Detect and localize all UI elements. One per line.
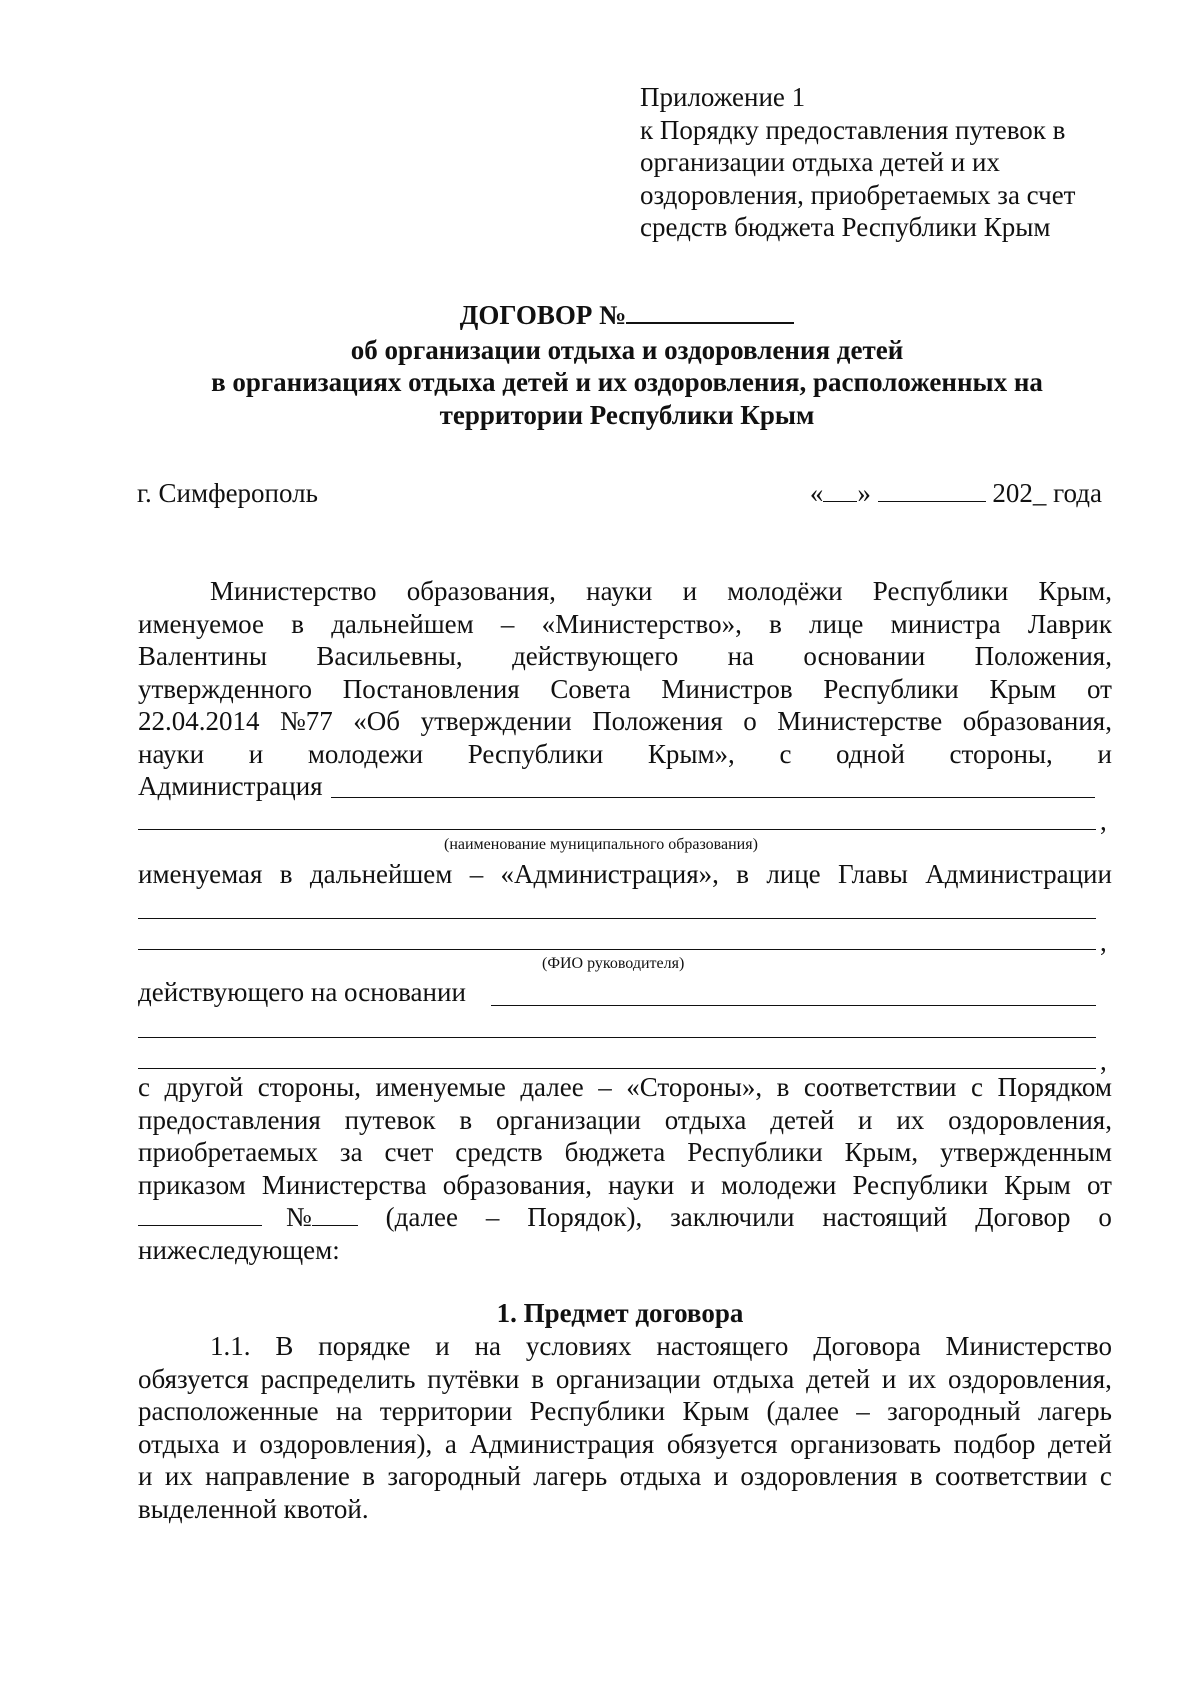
order-word: (далее — [385, 1202, 459, 1232]
word: Положения — [592, 706, 723, 736]
word: настоящего — [656, 1331, 789, 1361]
word: «Об — [353, 706, 401, 736]
contract-label: ДОГОВОР № — [459, 300, 627, 330]
title-subline: в организациях отдыха детей и их оздоровления, расположенных на — [211, 367, 1043, 397]
word: и — [138, 1461, 153, 1491]
order-date-blank[interactable] — [138, 1201, 262, 1226]
word: Совета — [550, 673, 631, 704]
word: организовать — [790, 1428, 941, 1459]
text-line — [138, 1234, 1112, 1267]
word: загородный — [387, 1461, 521, 1491]
word: молодёжи — [727, 576, 843, 606]
word: за — [339, 1137, 363, 1167]
word: В — [275, 1331, 294, 1361]
word: лагерь — [1037, 1396, 1112, 1426]
word: порядке — [318, 1331, 411, 1361]
word: с — [970, 1072, 983, 1102]
word: стороны, — [949, 738, 1053, 769]
word: и — [713, 1461, 729, 1491]
word: в — [291, 608, 304, 639]
text-line — [138, 1428, 1112, 1461]
word: организации — [495, 1104, 641, 1135]
text-line-content: выделенной квотой. — [138, 1493, 369, 1524]
word: министра — [890, 608, 1001, 639]
word: образования, — [406, 576, 556, 606]
basis-blank-3[interactable] — [138, 1068, 1096, 1069]
word: предоставления — [138, 1104, 321, 1135]
word: 22.04.2014 — [138, 706, 260, 736]
word: другой — [164, 1072, 244, 1102]
word: на — [474, 1331, 502, 1361]
word: детей — [1048, 1428, 1112, 1459]
word: детей — [770, 1104, 835, 1135]
word: и — [682, 576, 698, 606]
city: г. Симферополь — [137, 478, 318, 508]
head-name-blank-2[interactable] — [138, 949, 1096, 950]
word: Положения, — [974, 641, 1112, 671]
text-line — [138, 1169, 1112, 1202]
word: от — [1086, 1169, 1112, 1200]
word: с — [779, 738, 792, 769]
word: оздоровления, — [948, 1363, 1112, 1394]
word: оздоровления), — [259, 1428, 433, 1459]
word: обязуется — [138, 1363, 249, 1394]
word: науки — [138, 738, 205, 769]
word: с — [138, 1072, 150, 1102]
quote-close: » — [857, 478, 871, 508]
order-word: Порядок), — [527, 1202, 643, 1232]
word: и — [435, 1331, 450, 1361]
word: их — [164, 1461, 193, 1491]
word: образования, — [442, 1169, 592, 1200]
word: Министерства — [261, 1169, 427, 1200]
word: на — [336, 1396, 363, 1426]
word: путёвки — [427, 1363, 520, 1394]
word: – — [598, 1072, 612, 1102]
word: в — [769, 608, 782, 639]
word: – — [856, 1396, 870, 1426]
word: и — [1097, 738, 1112, 769]
word: основании — [803, 641, 926, 671]
word: Крым, — [844, 1137, 919, 1167]
word: организации — [555, 1363, 701, 1394]
word: Министерство — [210, 576, 377, 606]
order-ref — [138, 1201, 358, 1234]
word: оздоровления, — [948, 1104, 1112, 1135]
comma: , — [1100, 1046, 1107, 1076]
acting-basis-label: действующего на основании — [138, 977, 466, 1007]
word: Республики — [823, 673, 959, 704]
order-word: заключили — [670, 1202, 795, 1232]
word: приказом — [138, 1169, 246, 1200]
head-name-blank[interactable] — [138, 918, 1096, 919]
word: счет — [384, 1137, 434, 1167]
word: и — [858, 1104, 873, 1135]
basis-blank[interactable] — [491, 1005, 1096, 1006]
order-word: настоящий — [822, 1202, 948, 1232]
word: загородный — [887, 1396, 1021, 1426]
word: Постановления — [342, 673, 520, 704]
word: отдыха — [138, 1428, 220, 1459]
word: одной — [836, 738, 905, 769]
word: утвержденного — [138, 673, 313, 704]
word: обязуется — [666, 1428, 778, 1459]
appendix-reference — [640, 81, 1160, 244]
word: с — [1099, 1461, 1112, 1491]
preamble-paragraph — [138, 575, 1112, 803]
text-line — [138, 705, 1112, 738]
word: на — [727, 641, 755, 671]
text-line — [138, 1330, 1112, 1363]
day-blank[interactable] — [823, 477, 857, 502]
word: именуемые — [375, 1072, 506, 1102]
word: Республики — [687, 1137, 823, 1167]
word: дальнейшем — [331, 608, 474, 639]
text-line — [138, 1493, 1112, 1526]
parties-paragraph — [138, 1071, 1112, 1266]
word: направление — [205, 1461, 350, 1491]
word: науки — [608, 1169, 675, 1200]
word: лице — [809, 608, 864, 639]
word: расположенные — [138, 1396, 319, 1426]
word: в — [736, 859, 749, 889]
contract-number-blank[interactable] — [626, 296, 794, 324]
text-line — [138, 858, 1112, 891]
municipality-caption: (наименование муниципального образования) — [444, 836, 758, 853]
word: в — [776, 1072, 790, 1102]
word: в — [279, 859, 293, 889]
word: №77 — [280, 706, 333, 736]
word: – — [500, 608, 515, 639]
word: Крым, — [1038, 576, 1112, 606]
word: утвержденным — [940, 1137, 1112, 1167]
word: в — [459, 1104, 473, 1135]
comma: , — [1100, 806, 1107, 836]
title-subline: территории Республики Крым — [439, 399, 815, 430]
word: о — [743, 706, 757, 736]
order-word: Договор — [975, 1202, 1071, 1232]
month-blank[interactable] — [878, 477, 986, 502]
word: в — [909, 1461, 923, 1491]
word: образования, — [962, 706, 1112, 736]
text-line — [138, 1363, 1112, 1396]
place-date-row — [137, 477, 1102, 511]
word: Лаврик — [1027, 608, 1112, 639]
appendix-line: организации отдыха детей и их — [640, 147, 1000, 177]
word: «Администрация», — [500, 859, 719, 889]
text-line-content: нижеследующем: — [138, 1234, 340, 1265]
word: «Стороны», — [626, 1072, 763, 1102]
word: именуемая — [138, 859, 263, 889]
order-number-label: № — [286, 1202, 312, 1232]
text-line — [138, 640, 1112, 673]
word: Порядком — [997, 1072, 1112, 1102]
order-number-blank[interactable] — [312, 1201, 358, 1226]
word: Крым — [682, 1396, 750, 1426]
title-subline: об организации отдыха и оздоровления детей — [350, 334, 904, 365]
word: Министерство — [945, 1331, 1112, 1361]
word: условиях — [525, 1331, 632, 1361]
word: отдыха — [619, 1461, 702, 1491]
word: Главы — [838, 859, 908, 889]
word: Министров — [661, 673, 793, 704]
appendix-line: к Порядку предоставления путевок в — [640, 114, 1066, 145]
appendix-line: Приложение 1 — [640, 82, 806, 112]
text-line — [138, 1136, 1112, 1169]
word: Васильевны, — [316, 641, 463, 671]
text-line — [138, 1395, 1112, 1428]
word: Республики — [529, 1396, 666, 1426]
word: Договора — [813, 1331, 921, 1361]
order-line — [138, 1201, 1112, 1234]
order-word: – — [485, 1202, 500, 1232]
text-line — [138, 1104, 1112, 1137]
word: утверждении — [420, 706, 572, 736]
word: действующего — [512, 641, 679, 671]
word: от — [1086, 673, 1112, 704]
contract-title — [0, 296, 1200, 431]
word: лагерь — [533, 1461, 608, 1491]
word: Валентины — [138, 641, 267, 671]
text-line — [138, 575, 1112, 608]
word: Крым — [989, 673, 1057, 704]
appendix-line: средств бюджета Республики Крым — [640, 212, 1051, 242]
word: и — [248, 738, 264, 769]
appendix-line: оздоровления, приобретаемых за счет — [640, 179, 1076, 210]
word: отдыха — [712, 1363, 795, 1394]
word: бюджета — [564, 1137, 666, 1167]
text-line — [138, 1071, 1112, 1104]
word: детей — [806, 1363, 871, 1394]
word: Крым — [1004, 1169, 1071, 1200]
word: Крым», — [647, 738, 735, 769]
text-line — [138, 608, 1112, 641]
word: (далее — [766, 1396, 839, 1426]
word: – — [469, 859, 484, 889]
order-word: о — [1098, 1202, 1112, 1232]
word: их — [896, 1104, 925, 1135]
word: приобретаемых — [138, 1137, 318, 1167]
section1-paragraph — [138, 1330, 1112, 1525]
word: Администрации — [925, 859, 1112, 889]
quote-open: « — [809, 478, 824, 508]
contract-number-line — [0, 296, 1200, 332]
word: средств — [455, 1137, 543, 1167]
word: оздоровления — [740, 1461, 898, 1491]
word: Республики — [872, 576, 1009, 606]
administration-name-blank[interactable] — [331, 797, 1095, 798]
contract-date — [810, 477, 1102, 510]
word: территории — [379, 1396, 513, 1426]
word: Республики — [467, 738, 604, 769]
word: соответствии — [934, 1461, 1088, 1491]
word: в — [362, 1461, 375, 1491]
word: Министерстве — [777, 706, 943, 736]
word: молодежи — [307, 738, 424, 769]
word: лице — [766, 859, 821, 889]
word: науки — [586, 576, 653, 606]
basis-blank-2[interactable] — [138, 1037, 1096, 1038]
head-name-caption: (ФИО руководителя) — [542, 955, 685, 972]
word: молодежи — [721, 1169, 837, 1200]
year: 202_ года — [992, 478, 1102, 508]
word: 1.1. — [210, 1331, 251, 1361]
word: распределить — [260, 1363, 416, 1394]
word: в — [531, 1363, 544, 1394]
word: путевок — [344, 1104, 436, 1135]
word: и — [232, 1428, 247, 1459]
word: их — [908, 1363, 937, 1394]
text-line — [138, 738, 1112, 771]
word: Республики — [852, 1169, 988, 1200]
word: соответствии — [803, 1072, 957, 1102]
word: и — [881, 1363, 897, 1394]
administration-name-blank-2[interactable] — [138, 829, 1096, 830]
text-line — [138, 1460, 1112, 1493]
word: именуемое — [138, 608, 264, 639]
word: подбор — [953, 1428, 1036, 1459]
word: Администрация — [469, 1428, 655, 1459]
word: далее — [520, 1072, 584, 1102]
word: дальнейшем — [309, 859, 453, 889]
administration-label: Администрация — [138, 771, 323, 801]
word: а — [444, 1428, 457, 1459]
word: «Министерство», — [541, 608, 742, 639]
text-line — [138, 673, 1112, 706]
comma: , — [1100, 927, 1107, 957]
word: и — [690, 1169, 705, 1200]
section-heading: 1. Предмет договора — [496, 1298, 744, 1328]
word: отдыха — [664, 1104, 747, 1135]
word: стороны, — [257, 1072, 361, 1102]
